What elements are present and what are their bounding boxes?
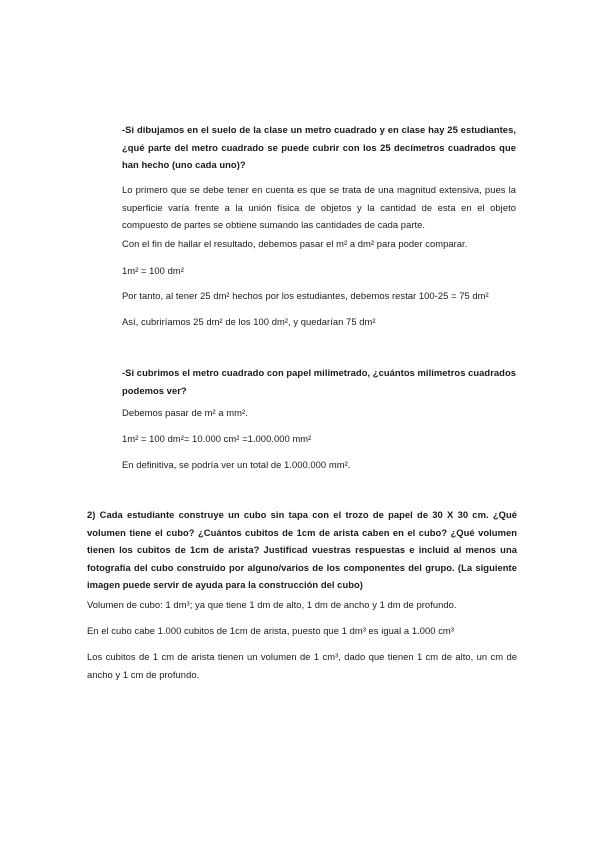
question-graph-paper: -Si cubrimos el metro cuadrado con papel milimetrado, ¿cuántos milímetros cuadrados podemos ver? bbox=[122, 367, 516, 396]
answer-cube-volume: Volumen de cubo: 1 dm³; ya que tiene 1 dm de alto, 1 dm de ancho y 1 dm de profundo. bbox=[87, 599, 457, 610]
answer-convert-line: Con el fin de hallar el resultado, debemos pasar el m² a dm² para poder comparar. bbox=[122, 238, 468, 249]
answer-pass-line: Debemos pasar de m² a mm². bbox=[122, 407, 248, 418]
answer-cube-count: En el cubo cabe 1.000 cubitos de 1cm de arista, puesto que 1 dm³ es igual a 1.000 cm³ bbox=[87, 625, 454, 636]
answer-subtract-line: Por tanto, al tener 25 dm² hechos por los estudiantes, debemos restar 100-25 = 75 dm² bbox=[122, 290, 489, 301]
answer-extensive-magnitude: Lo primero que se debe tener en cuenta es que se trata de una magnitud extensiva, pues la superficie varía frente a la unión física de objetos y la cantidad de esta en el objeto compuesto de partes se obtiene sumando las cantidades de cada parte. bbox=[122, 184, 516, 230]
answer-small-cube-volume: Los cubitos de 1 cm de arista tienen un volumen de 1 cm³, dado que tienen 1 cm de alto, un cm de ancho y 1 cm de profundo. bbox=[87, 651, 517, 680]
answer-conclusion-line: En definitiva, se podría ver un total de 1.000.000 mm². bbox=[122, 459, 351, 470]
answer-conversion-chain: 1m² = 100 dm²= 10.000 cm² =1.000.000 mm² bbox=[122, 433, 312, 444]
answer-result-line: Así, cubriríamos 25 dm² de los 100 dm², y quedarían 75 dm² bbox=[122, 316, 376, 327]
question-square-meter: -Si dibujamos en el suelo de la clase un metro cuadrado y en clase hay 25 estudiantes, ¿qué parte del metro cuadrado se puede cubrir con los 25 decímetros cuadrados que han hecho (uno cada uno)? bbox=[122, 124, 516, 170]
question-cube: 2) Cada estudiante construye un cubo sin tapa con el trozo de papel de 30 X 30 cm. ¿Qué volumen tiene el cubo? ¿Cuántos cubitos de 1cm de arista caben en el cubo? ¿Qué volumen tienen los cubitos de 1cm de arista? Justificad vuestras respuestas e incluid al menos una fotografía del cubo construido por alguno/varios de los componentes del grupo. (La siguiente imagen puede servir de ayuda para la construcción del cubo) bbox=[87, 509, 517, 590]
answer-equivalence-line: 1m² = 100 dm² bbox=[122, 265, 184, 276]
